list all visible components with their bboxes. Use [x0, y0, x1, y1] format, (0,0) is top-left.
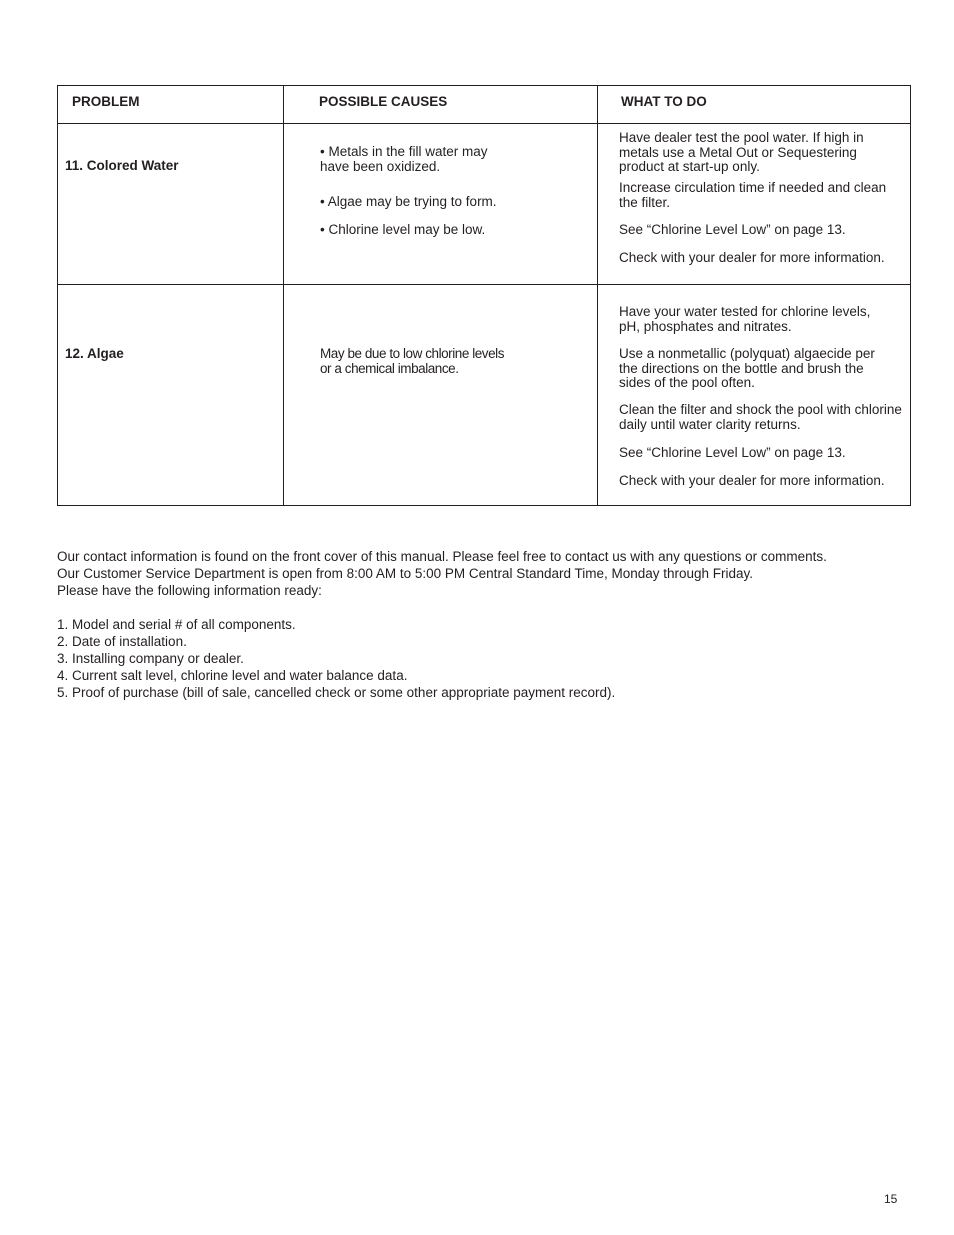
- cause-chlorine-low: • Chlorine level may be low.: [320, 222, 486, 237]
- action-algaecide: Use a nonmetallic (polyquat) algaecide per the directions on the bottle and brush the sides of the pool often.: [619, 346, 875, 390]
- header-problem: PROBLEM: [72, 94, 140, 109]
- action-see-chlorine-level-low: See “Chlorine Level Low” on page 13.: [619, 445, 846, 460]
- troubleshooting-table: [57, 85, 911, 506]
- cause-algae-forming: • Algae may be trying to form.: [320, 194, 497, 209]
- contact-info-line: Our contact information is found on the front cover of this manual. Please feel free to contact us with any questions or comments.: [57, 549, 827, 564]
- action-test-water: Have your water tested for chlorine levels, pH, phosphates and nitrates.: [619, 304, 871, 334]
- list-item: 4. Current salt level, chlorine level and water balance data.: [57, 668, 408, 683]
- action-check-with-dealer: Check with your dealer for more information.: [619, 473, 885, 488]
- list-item: 2. Date of installation.: [57, 634, 187, 649]
- cause-low-chlorine-imbalance: May be due to low chlorine levels or a chemical imbalance.: [320, 346, 505, 376]
- action-increase-circulation: Increase circulation time if needed and clean the filter.: [619, 180, 887, 210]
- problem-colored-water: 11. Colored Water: [65, 158, 179, 173]
- list-item: 3. Installing company or dealer.: [57, 651, 244, 666]
- action-clean-filter-shock: Clean the filter and shock the pool with chlorine daily until water clarity returns.: [619, 402, 902, 432]
- header-what-to-do: WHAT TO DO: [621, 94, 707, 109]
- column-divider-1: [283, 86, 284, 505]
- customer-service-hours: Our Customer Service Department is open from 8:00 AM to 5:00 PM Central Standard Time, Monday through Friday.: [57, 566, 754, 581]
- row-divider: [58, 284, 910, 285]
- column-divider-2: [597, 86, 598, 505]
- required-information-list: [57, 616, 917, 701]
- list-item: 1. Model and serial # of all components.: [57, 617, 296, 632]
- action-check-with-dealer: Check with your dealer for more information.: [619, 250, 885, 265]
- cause-metals-oxidized: • Metals in the fill water may have been oxidized.: [320, 144, 488, 174]
- action-see-chlorine-level-low: See “Chlorine Level Low” on page 13.: [619, 222, 846, 237]
- information-ready-line: Please have the following information ready:: [57, 583, 322, 598]
- header-possible-causes: POSSIBLE CAUSES: [319, 94, 448, 109]
- contact-section: [57, 548, 917, 701]
- page-number: 15: [884, 1192, 898, 1206]
- action-dealer-test: Have dealer test the pool water. If high in metals use a Metal Out or Sequestering product at start-up only.: [619, 130, 864, 174]
- problem-algae: 12. Algae: [65, 346, 124, 361]
- header-divider: [58, 123, 910, 124]
- list-item: 5. Proof of purchase (bill of sale, cancelled check or some other appropriate payment record).: [57, 685, 616, 700]
